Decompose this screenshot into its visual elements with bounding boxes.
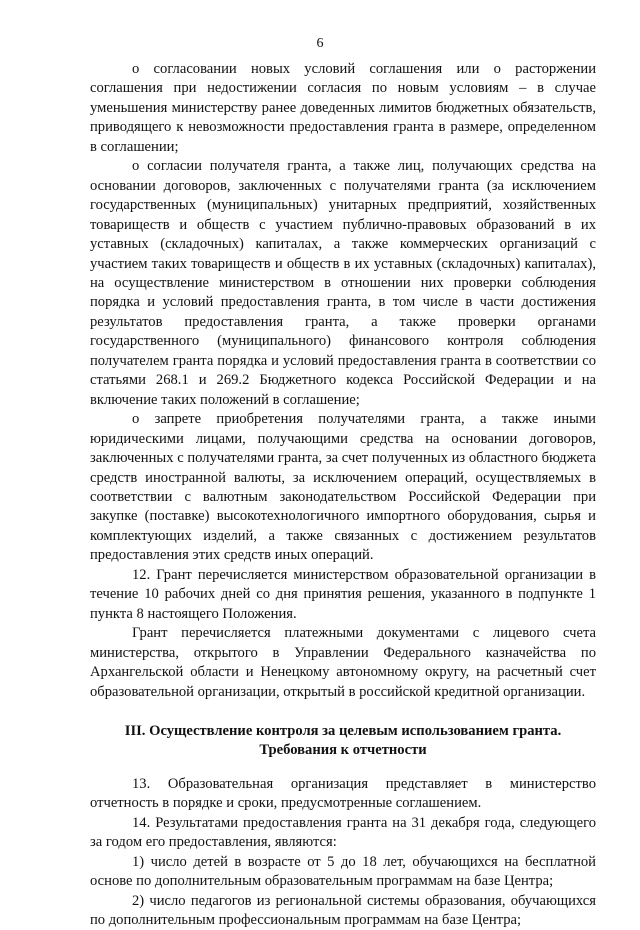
page-number: 6 <box>316 36 324 51</box>
paragraph-result-2: 2) число педагогов из региональной системы образования, обучающихся по дополнительным профессиональным программам на базе Центра; <box>90 892 596 929</box>
paragraph-foreign-currency-ban: о запрете приобретения получателями гранта, а также иными юридическими лицами, получающими средства на основании договоров, заключенных с получателями гранта, за счет полученных из областного бюджета средств иностранной валюты, за исключением операций, осуществляемых в соответствии с валютным законодательством Российской Федерации при закупке (поставке) высокотехнологичного импортного оборудования, сырья и комплектующих изделий, а также связанных с достижением результатов предоставления этих средств иных операций. <box>90 411 596 564</box>
section-spacer <box>90 702 596 722</box>
section-heading-line-2: Требования к отчетности <box>259 742 427 759</box>
paragraph-termination-agreement: о согласовании новых условий соглашения или о расторжении соглашения при недостижении согласия по новым условиям – в случае уменьшения министерству ранее доведенных лимитов бюджетных обязательств, приводящего к невозможности предоставления гранта в размере, определенном в соглашении; <box>90 61 596 155</box>
paragraph-item-13: 13. Образовательная организация представляет в министерство отчетность в порядке и сроки, предусмотренные соглашением. <box>90 775 596 812</box>
section-heading-line-1: III. Осуществление контроля за целевым использованием гранта. <box>124 722 562 739</box>
heading-spacer <box>90 761 596 775</box>
paragraph-result-1: 1) число детей в возрасте от 5 до 18 лет, обучающихся на бесплатной основе по дополнительным образовательным программам на базе Центра; <box>90 853 596 890</box>
document-body <box>90 60 596 930</box>
paragraph-item-14: 14. Результатами предоставления гранта на 31 декабря года, следующего за годом его предоставления, являются: <box>90 814 596 851</box>
paragraph-item-12: 12. Грант перечисляется министерством образовательной организации в течение 10 рабочих дней со дня принятия решения, указанного в подпункте 1 пункта 8 настоящего Положения. <box>90 566 596 622</box>
paragraph-consent-inspection: о согласии получателя гранта, а также лиц, получающих средства на основании договоров, заключенных с получателями гранта (за исключением государственных (муниципальных) унитарных предприятий, хозяйственных товариществ и обществ с участием публично-правовых образований в их уставных (складочных) капиталах, а также коммерческих организаций с участием таких товариществ и обществ в их уставных (складочных) капиталах), на осуществление министерством в отношении них проверки соблюдения порядка и условий предоставления гранта, в том числе в части достижения результатов предоставления гранта, а также проверки органами государственного (муниципального) финансового контроля соблюдения получателем гранта порядка и условий предоставления гранта в соответствии со статьями 268.1 и 269.2 Бюджетного кодекса Российской Федерации и на включение таких положений в соглашение; <box>90 158 596 408</box>
paragraph-grant-transfer: Грант перечисляется платежными документами с лицевого счета министерства, открытого в Управлении Федерального казначейства по Архангельской области и Ненецкому автономному округу, на расчетный счет образовательной организации, открытый в российской кредитной организации. <box>90 625 596 700</box>
